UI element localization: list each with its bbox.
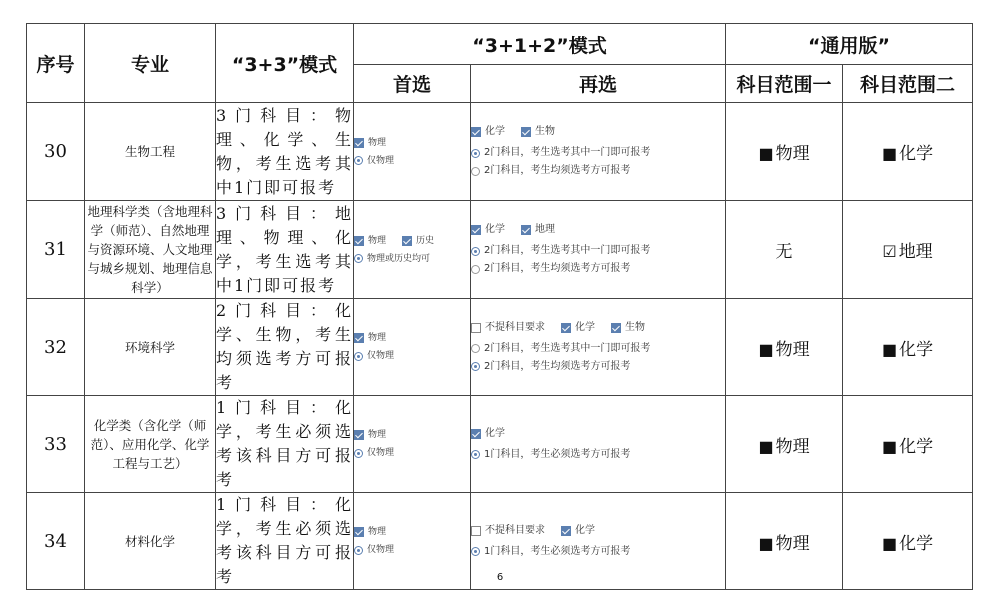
header-mode-3-1-2: “3+1+2”模式	[354, 24, 726, 65]
first-choice-label: 物理	[368, 333, 387, 343]
radio-selected-icon[interactable]	[471, 149, 480, 158]
filled-square-icon: ■	[758, 533, 774, 553]
page-number: 6	[496, 572, 504, 583]
first-choice-label: 物理或历史均可	[367, 253, 431, 264]
range-1-cell	[726, 299, 843, 396]
subject-label: 化学	[485, 224, 505, 235]
header-range-1: 科目范围一	[726, 65, 843, 103]
table-row	[27, 201, 973, 299]
checked-box-icon: ☑	[882, 242, 897, 261]
option-label: 2门科目，考生选考其中一门即可报考	[484, 245, 651, 256]
radio-unselected-icon[interactable]	[471, 344, 480, 353]
second-choice-subjects	[471, 221, 725, 239]
checkbox-checked-icon[interactable]	[354, 333, 364, 343]
filled-square-icon: ■	[881, 144, 898, 163]
first-choice-option	[354, 523, 470, 541]
range-1-cell	[726, 103, 843, 201]
first-choice-label: 物理	[368, 430, 387, 440]
option-label: 2门科目，考生选考其中一门即可报考	[484, 147, 651, 158]
table-row	[27, 103, 973, 201]
filled-square-icon: ■	[881, 436, 898, 456]
major-name: 环境科学	[85, 299, 216, 396]
first-choice-label: 物理	[368, 137, 387, 148]
checkbox-checked-icon[interactable]	[402, 236, 412, 246]
header-seq: 序号	[27, 24, 85, 103]
checkbox-checked-icon[interactable]	[521, 225, 531, 235]
subject-label: 地理	[535, 224, 555, 235]
radio-selected-icon[interactable]	[471, 450, 480, 459]
second-choice-option	[471, 446, 725, 464]
range-2-cell	[843, 299, 973, 396]
range-1-cell	[726, 396, 843, 493]
range-subject: 化学	[899, 436, 934, 457]
header-mode-3-3: “3+3”模式	[216, 24, 354, 103]
radio-selected-icon[interactable]	[471, 547, 480, 556]
mode-3-3-requirement: 2门科目：化学、生物，考生均须选考方可报考	[216, 299, 354, 396]
mode-3-3-requirement: 3门科目：物理、化学、生物，考生选考其中1门即可报考	[216, 103, 354, 201]
radio-selected-icon[interactable]	[354, 546, 363, 555]
major-name: 生物工程	[85, 103, 216, 201]
range-subject: 物理	[775, 144, 810, 164]
first-choice-option	[354, 444, 470, 462]
table-row	[27, 299, 973, 396]
radio-selected-icon[interactable]	[354, 254, 363, 263]
first-choice-option	[354, 541, 470, 559]
mode-3-3-requirement: 3门科目：地理、物理、化学，考生选考其中1门即可报考	[216, 201, 354, 299]
radio-unselected-icon[interactable]	[471, 265, 480, 274]
option-label: 2门科目，考生均须选考方可报考	[484, 263, 631, 274]
second-choice-option	[471, 162, 725, 180]
second-choice-option	[471, 144, 725, 162]
filled-square-icon: ■	[758, 436, 774, 456]
checkbox-checked-icon[interactable]	[471, 127, 481, 137]
range-subject: 地理	[898, 242, 933, 262]
option-label: 2门科目，考生选考其中一门即可报考	[484, 342, 651, 354]
checkbox-unchecked-icon[interactable]	[471, 323, 481, 333]
first-choice-label: 物理	[368, 235, 387, 246]
no-requirement-label: 不提科目要求	[485, 321, 545, 333]
radio-selected-icon[interactable]	[354, 156, 363, 165]
first-choice-label: 仅物理	[367, 155, 395, 166]
mode-3-3-requirement: 1门科目：化学，考生必须选考该科目方可报考	[216, 493, 354, 590]
option-label: 1门科目，考生必须选考方可报考	[484, 448, 631, 460]
first-choice-label: 仅物理	[367, 351, 395, 361]
first-choice-label: 仅物理	[367, 545, 395, 555]
no-requirement-label: 不提科目要求	[485, 524, 545, 536]
second-choice-cell	[471, 396, 726, 493]
checkbox-checked-icon[interactable]	[471, 429, 481, 439]
first-choice-option	[354, 329, 470, 347]
first-choice-label: 物理	[368, 527, 387, 537]
subject-label: 化学	[575, 321, 595, 333]
major-name: 材料化学	[85, 493, 216, 590]
radio-selected-icon[interactable]	[354, 449, 363, 458]
subject-label: 生物	[535, 126, 555, 137]
option-label: 1门科目，考生必须选考方可报考	[484, 545, 631, 557]
second-choice-subjects	[471, 425, 725, 443]
first-choice-option	[354, 426, 470, 444]
range-subject: 物理	[775, 436, 810, 457]
first-choice-cell	[354, 299, 471, 396]
second-choice-cell	[471, 103, 726, 201]
range-subject: 化学	[899, 339, 934, 360]
table-row	[27, 396, 973, 493]
header-range-2: 科目范围二	[843, 65, 973, 103]
second-choice-subjects	[471, 123, 725, 141]
filled-square-icon: ■	[881, 533, 898, 553]
first-choice-option	[354, 347, 470, 365]
option-label: 2门科目，考生均须选考方可报考	[484, 165, 631, 176]
header-major: 专业	[85, 24, 216, 103]
second-choice-option	[471, 340, 725, 358]
range-subject: 无	[775, 242, 793, 262]
checkbox-checked-icon[interactable]	[471, 225, 481, 235]
second-choice-subjects	[471, 319, 725, 337]
first-choice-option	[354, 232, 470, 250]
row-number: 31	[27, 201, 85, 299]
first-choice-cell	[354, 201, 471, 299]
second-choice-subjects	[471, 522, 725, 540]
filled-square-icon: ■	[881, 339, 898, 359]
option-label: 2门科目，考生均须选考方可报考	[484, 360, 631, 372]
second-choice-cell	[471, 299, 726, 396]
first-choice-cell	[354, 103, 471, 201]
first-choice-label: 仅物理	[367, 448, 395, 458]
checkbox-checked-icon[interactable]	[354, 430, 364, 440]
checkbox-unchecked-icon[interactable]	[471, 526, 481, 536]
second-choice-option	[471, 242, 725, 260]
checkbox-checked-icon[interactable]	[354, 138, 364, 148]
checkbox-checked-icon[interactable]	[561, 526, 571, 536]
second-choice-option	[471, 543, 725, 561]
second-choice-option	[471, 358, 725, 376]
row-number: 34	[27, 493, 85, 590]
header-second-choice: 再选	[471, 65, 726, 103]
range-2-cell	[843, 103, 973, 201]
header-general: “通用版”	[726, 24, 973, 65]
checkbox-checked-icon[interactable]	[354, 527, 364, 537]
first-choice-label: 历史	[416, 235, 435, 246]
checkbox-checked-icon[interactable]	[561, 323, 571, 333]
major-name: 化学类（含化学（师范）、应用化学、化学工程与工艺）	[85, 396, 216, 493]
filled-square-icon: ■	[758, 339, 774, 359]
major-name: 地理科学类（含地理科学（师范）、自然地理与资源环境、人文地理与城乡规划、地理信息科学）	[85, 201, 216, 299]
range-subject: 物理	[775, 339, 810, 360]
checkbox-checked-icon[interactable]	[354, 236, 364, 246]
mode-3-3-requirement: 1门科目：化学，考生必须选考该科目方可报考	[216, 396, 354, 493]
range-subject: 物理	[775, 533, 810, 554]
radio-selected-icon[interactable]	[354, 352, 363, 361]
radio-selected-icon[interactable]	[471, 247, 480, 256]
checkbox-checked-icon[interactable]	[521, 127, 531, 137]
table-body	[27, 103, 973, 590]
subject-label: 化学	[485, 427, 505, 439]
row-number: 33	[27, 396, 85, 493]
range-2-cell	[843, 201, 973, 299]
first-choice-option	[354, 152, 470, 170]
range-1-cell	[726, 201, 843, 299]
first-choice-cell	[354, 396, 471, 493]
second-choice-option	[471, 260, 725, 278]
checkbox-checked-icon[interactable]	[611, 323, 621, 333]
row-number: 32	[27, 299, 85, 396]
first-choice-option	[354, 134, 470, 152]
radio-selected-icon[interactable]	[471, 362, 480, 371]
header-first-choice: 首选	[354, 65, 471, 103]
first-choice-option	[354, 250, 470, 268]
radio-unselected-icon[interactable]	[471, 167, 480, 176]
subject-requirements-table	[26, 23, 973, 590]
subject-label: 化学	[575, 524, 595, 536]
range-subject: 化学	[899, 144, 934, 164]
range-subject: 化学	[899, 533, 934, 554]
row-number: 30	[27, 103, 85, 201]
second-choice-cell	[471, 201, 726, 299]
filled-square-icon: ■	[758, 144, 774, 163]
subject-label: 化学	[485, 126, 505, 137]
subject-label: 生物	[625, 321, 645, 333]
range-2-cell	[843, 396, 973, 493]
